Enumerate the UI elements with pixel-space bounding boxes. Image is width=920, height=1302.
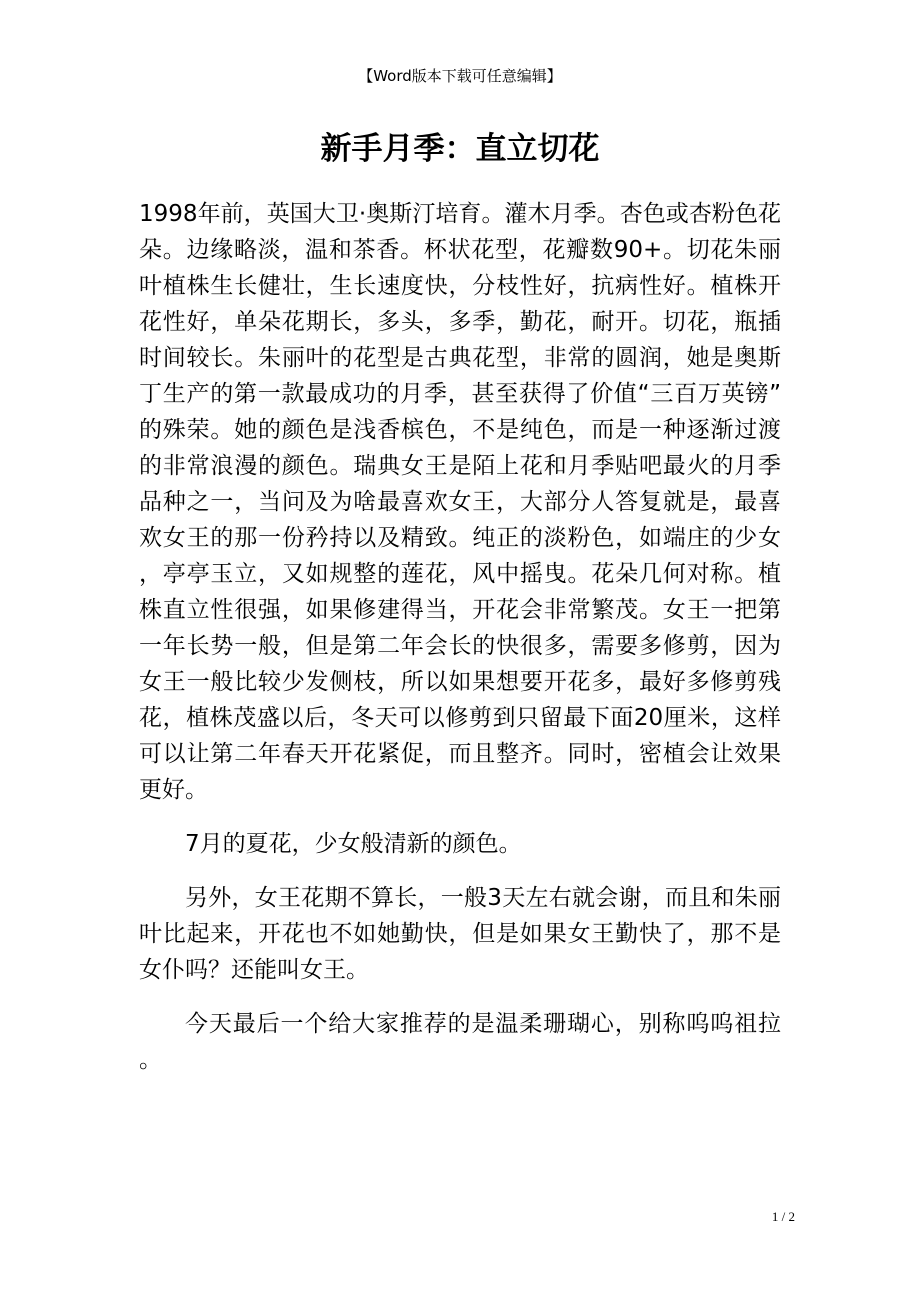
paragraph-queen-bloom: 另外，女王花期不算长，一般3天左右就会谢，而且和朱丽叶比起来，开花也不如她勤快，但是如果女王勤快了，那不是女仆吗？还能叫女王。 [139,885,781,983]
paragraph-intro: 1998年前，英国大卫·奥斯汀培育。灌木月季。杏色或杏粉色花朵。边缘略淡，温和茶香。杯状花型，花瓣数90+。切花朱丽叶植株生长健壮，生长速度快，分枝性好，抗病性好。植株开花性好，单朵花期长，多头，多季，勤花，耐开。切花，瓶插时间较长。朱丽叶的花型是古典花型，非常的圆润，她是奥斯丁生产的第一款最成功的月季，甚至获得了价值“三百万英镑”的殊荣。她的颜色是浅香槟色，不是纯色，而是一种逐渐过渡的非常浪漫的颜色。瑞典女王是陌上花和月季贴吧最火的月季品种之一，当问及为啥最喜欢女王，大部分人答复就是，最喜欢女王的那一份矜持以及精致。纯正的淡粉色，如端庄的少女，亭亭玉立，又如规整的莲花，风中摇曳。花朵几何对称。植株直立性很强，如果修建得当，开花会非常繁茂。女王一把第一年长势一般，但是第二年会长的快很多，需要多修剪，因为女王一般比较少发侧枝，所以如果想要开花多，最好多修剪残花，植株茂盛以后，冬天可以修剪到只留最下面20厘米，这样可以让第二年春天开花紧促，而且整齐。同时，密植会让效果更好。 [139,201,781,803]
document-body [139,196,781,1096]
paragraph-recommendation: 今天最后一个给大家推荐的是温柔珊瑚心，别称呜呜祖拉。 [139,1011,781,1073]
paragraph-summer-flower: 7月的夏花，少女般清新的颜色。 [185,831,522,857]
page-number: 1 / 2 [771,1209,795,1224]
header-note: 【Word版本下载可任意编辑】 [358,67,562,85]
page-title: 新手月季：直立切花 [320,131,600,167]
